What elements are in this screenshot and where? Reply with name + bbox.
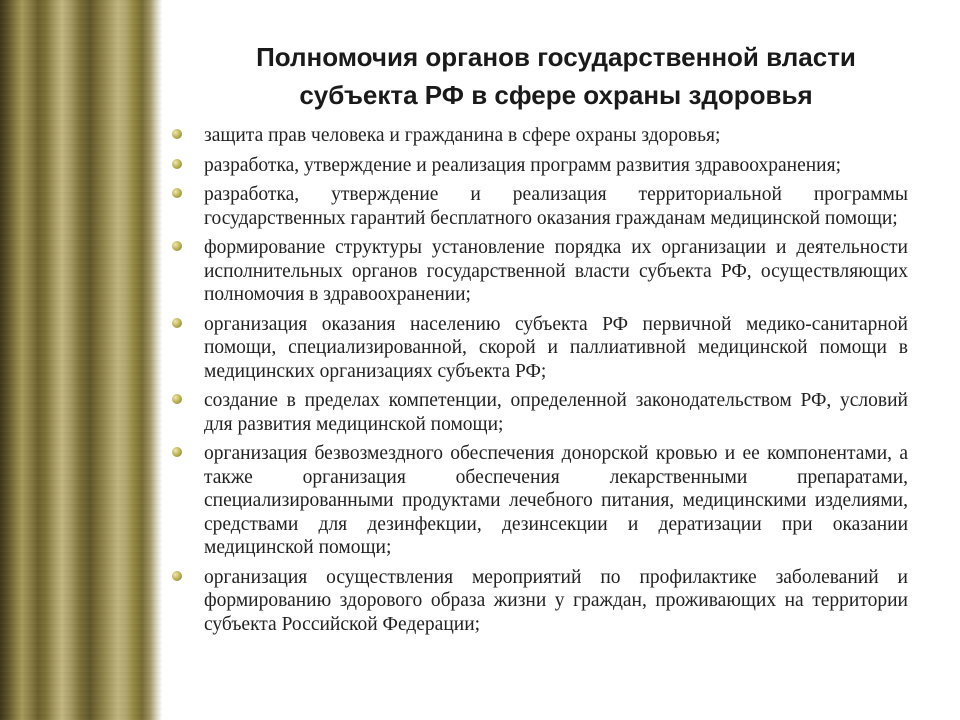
list-item-text: защита прав человека и гражданина в сфере охраны здоровья;: [204, 125, 721, 146]
bullet-icon: [172, 129, 182, 139]
bullet-icon: [172, 188, 182, 198]
list-item: [168, 442, 908, 560]
bullet-icon: [172, 571, 182, 581]
list-item-text: формирование структуры установление порядка их организации и деятельности исполнительных органов государственной власти субъекта РФ, осуществляющих полномочия в здравоохранении;: [204, 237, 908, 305]
list-item-text: организация оказания населению субъекта РФ первичной медико-санитарной помощи, специализированной, скорой и паллиативной медицинской помощи в медицинских организациях субъекта РФ;: [204, 313, 908, 382]
list-item: [168, 236, 908, 307]
powers-list: [168, 124, 908, 642]
bullet-icon: [172, 318, 182, 328]
bullet-icon: [172, 159, 182, 169]
bullet-icon: [172, 241, 182, 251]
list-item-text: организация осуществления мероприятий по профилактике заболеваний и формированию здорового образа жизни у граждан, проживающих на территории субъекта Российской Федерации;: [204, 566, 908, 635]
list-item-text: разработка, утверждение и реализация территориальной программы государственных гарантий бесплатного оказания гражданам медицинской помощи;: [204, 184, 908, 229]
list-item-text: разработка, утверждение и реализация программ развития здравоохранения;: [204, 154, 841, 176]
list-item-text: создание в пределах компетенции, определенной законодательством РФ, условий для развития медицинской помощи;: [204, 390, 908, 435]
title-line-1: Полномочия органов государственной власти: [256, 42, 856, 72]
list-item: [168, 183, 908, 230]
title-line-2: субъекта РФ в сфере охраны здоровья: [299, 80, 813, 110]
bullet-icon: [172, 394, 182, 404]
list-item: [168, 313, 908, 384]
list-item: [168, 124, 908, 148]
list-item: [168, 389, 908, 436]
list-item-text: организация безвозмездного обеспечения донорской кровью и ее компонентами, а также организация обеспечения лекарственными препаратами, специализированными продуктами лечебного питания, медицинскими изделиями, средствами для дезинфекции, дезинсекции и дератизации при оказании медицинской помощи;: [204, 443, 908, 558]
bullet-icon: [172, 447, 182, 457]
curtain-decoration: [0, 0, 162, 720]
list-item: [168, 154, 908, 178]
list-item: [168, 566, 908, 637]
slide-title: [172, 38, 940, 114]
